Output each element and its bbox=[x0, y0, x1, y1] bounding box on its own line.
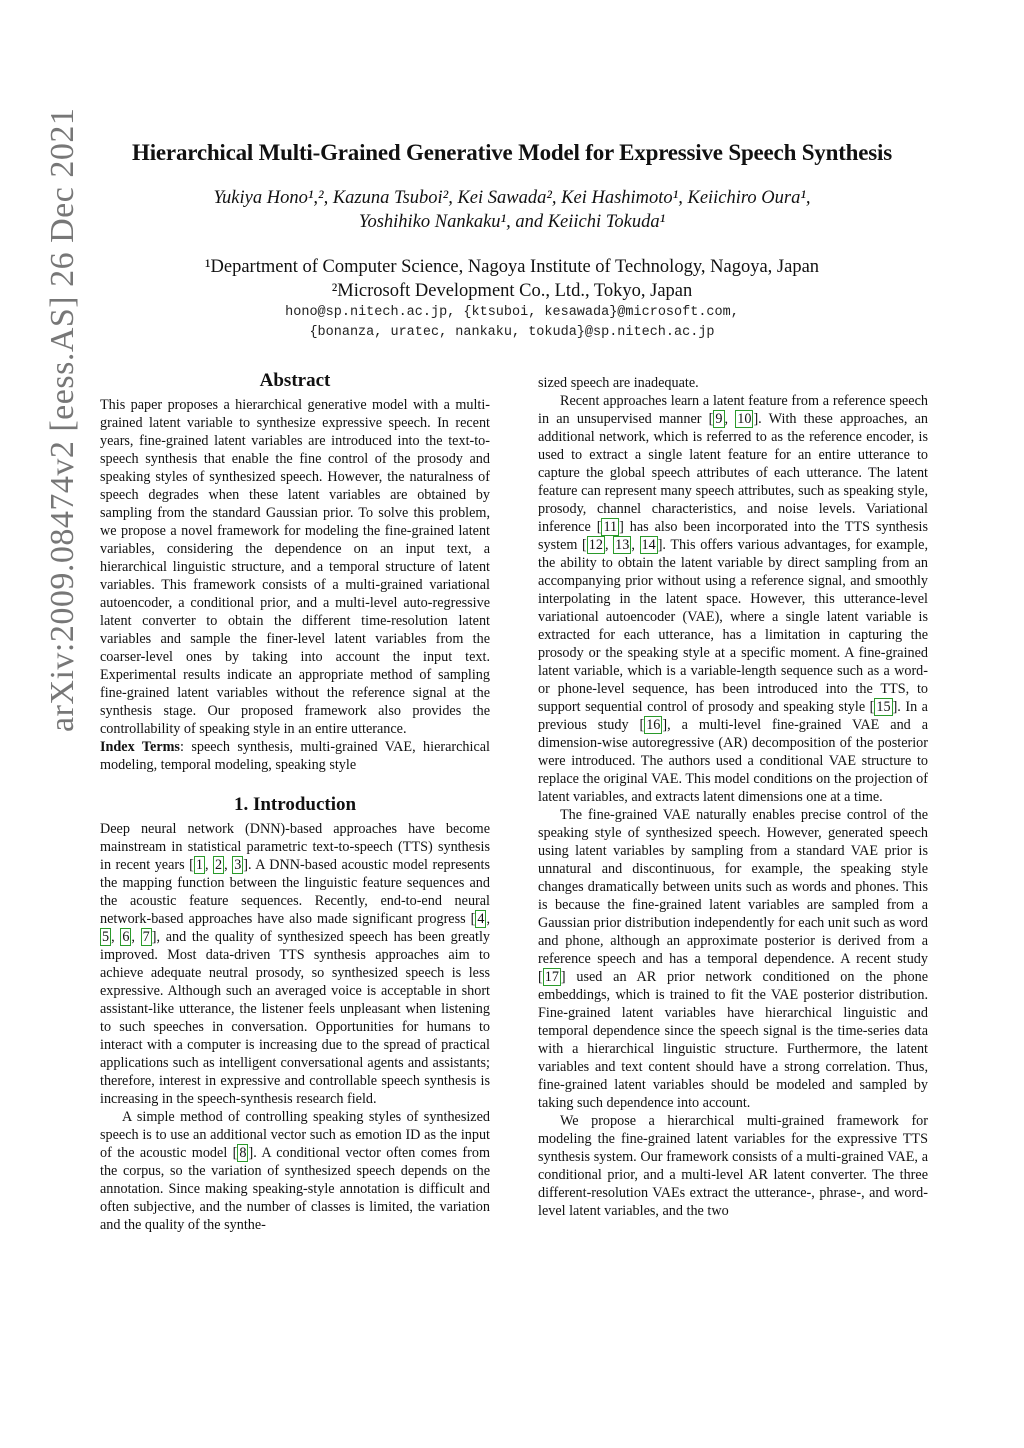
intro-paragraph-1: Deep neural network (DNN)-based approaches have become mainstream in statistical parametric text-to-speech (TTS) synthesis in recent years [ 1 , 2 , 3 ]. A DNN-based acoustic model represents the mapping function between the linguistic feature sequences and the acoustic feature sequences. Recently, end-to-end neural network-based approaches have also made significant progress [ 4 , 5 , 6 , 7 ], and the quality of synthesized speech has been greatly improved. Most data-driven TTS synthesis approaches aim to achieve adequate neutral prosody, so synthesized speech is less expressive. Although such an averaged voice is acceptable in short assistant-like utterance, the listener feels unpleasant when listening to such speeches in conversation. Opportunities for humans to interact with a computer is increasing due to the spread of practical applications such as intelligent conversational agents and assistants; therefore, interest in expressive and controllable speech synthesis is increasing in the speech-synthesis research field. bbox=[100, 821, 491, 1107]
emails bbox=[100, 303, 924, 343]
citation-link[interactable]: 1 bbox=[195, 857, 203, 873]
intro-paragraph-2: A simple method of controlling speaking styles of synthesized speech is to use an additional vector such as emotion ID as the input of the acoustic model [ 8 ]. A conditional vector often comes from the corpus, so the variation of synthesized speech depends on the annotation. Since making speaking-style annotation is difficult and often subjective, and the number of classes is limited, the variation and the quality of the synthe- bbox=[100, 1109, 490, 1233]
right-paragraph-3: We propose a hierarchical multi-grained framework for modeling the fine-grained latent variables for the expressive TTS synthesis system. Our framework consists of a multi-grained VAE, a conditional prior, and a multi-level AR latent converter. The three different-resolution VAEs extract the utterance-, phrase-, and word-level latent variables, and the two bbox=[538, 1113, 928, 1219]
right-paragraph-2: The fine-grained VAE naturally enables precise control of the speaking style of synthesized speech. However, generated speech using latent variables by sampling from a standard VAE prior is unnatural and discontinuous, for example, the speaking style changes dramatically between units such as words and phones. This is because the fine-grained latent variables are sampled from a Gaussian prior distribution independently for each unit such as word and phone, although an approximate posterior is derived from a reference speech and has a temporal dependence. A recent study [ 17 ] used an AR prior network conditioned on the phone embeddings, which is trained to fit the VAE posterior distribution. Fine-grained latent variables have hierarchical linguistic and temporal dependence since the speech signal is the time-series data with a hierarchical linguistic structure. Furthermore, the latent variables and text content should have a strong correlation. Thus, fine-grained latent variables should be modeled and sampled by taking such dependence into account. bbox=[538, 807, 928, 1111]
index-terms bbox=[100, 738, 490, 774]
affiliation-2: ²Microsoft Development Co., Ltd., Tokyo, Japan bbox=[331, 281, 693, 301]
right-paragraph-0: sized speech are inadequate. bbox=[538, 375, 699, 391]
email-line-1: hono@sp.nitech.ac.jp, {ktsuboi, kesawada}@microsoft.com, bbox=[285, 305, 739, 320]
index-terms-label: Index Terms bbox=[100, 739, 180, 755]
citation-link[interactable]: 9 bbox=[715, 411, 723, 427]
abstract-heading: Abstract bbox=[259, 370, 331, 391]
abstract-text: This paper proposes a hierarchical generative model with a multi-grained latent variable to synthesize expressive speech. In recent years, fine-grained latent variables are introduced into the text-to-speech synthesis that enable the fine control of the prosody and speaking styles of synthesized speech. However, the naturalness of speech degrades when these latent variables are obtained by sampling from the standard Gaussian prior. To solve this problem, we propose a novel framework for modeling the fine-grained latent variables, considering the dependence on an input text, a hierarchical linguistic structure, and a temporal structure of latent variables. This framework consists of a multi-grained variational autoencoder, a conditional prior, and a multi-level auto-regressive latent converter to obtain the different time-resolution latent variables and sample the finer-level latent variables from the coarser-level ones by taking into account the input text. Experimental results indicate an appropriate method of sampling fine-grained latent variables without the reference signal at the synthesis stage. Our proposed framework also provides the controllability of speaking style in an entire utterance. bbox=[100, 397, 490, 737]
citation-link[interactable]: 5 bbox=[102, 929, 110, 945]
citation-link[interactable]: 17 bbox=[544, 969, 559, 985]
affiliation-1: ¹Department of Computer Science, Nagoya Institute of Technology, Nagoya, Japan bbox=[204, 257, 820, 277]
email-line-2: {bonanza, uratec, nankaku, tokuda}@sp.nitech.ac.jp bbox=[309, 325, 715, 340]
citation-link[interactable]: 16 bbox=[646, 717, 661, 733]
citation-link[interactable]: 2 bbox=[215, 857, 223, 873]
citation-link[interactable]: 7 bbox=[142, 929, 150, 945]
citation-link[interactable]: 4 bbox=[477, 911, 485, 927]
citation-link[interactable]: 6 bbox=[122, 929, 130, 945]
citation-link[interactable]: 15 bbox=[876, 699, 891, 715]
authors-line-2: Yoshihiko Nankaku¹, and Keiichi Tokuda¹ bbox=[358, 212, 666, 232]
left-column bbox=[100, 370, 490, 1234]
authors bbox=[120, 186, 904, 234]
citation-link[interactable]: 11 bbox=[603, 519, 618, 535]
affiliations bbox=[100, 255, 924, 303]
citation-link[interactable]: 8 bbox=[239, 1145, 247, 1161]
right-column bbox=[538, 374, 928, 1220]
authors-line-1: Yukiya Hono¹,², Kazuna Tsuboi², Kei Sawada², Kei Hashimoto¹, Keiichiro Oura¹, bbox=[213, 188, 811, 208]
paper-title: Hierarchical Multi-Grained Generative Model for Expressive Speech Synthesis bbox=[132, 140, 892, 165]
citation-link[interactable]: 13 bbox=[615, 537, 630, 553]
citation-link[interactable]: 12 bbox=[588, 537, 603, 553]
right-paragraph-1: Recent approaches learn a latent feature from a reference speech in an unsupervised manner [ 9 , 10 ]. With these approaches, an additional network, which is referred to as the reference encoder, is used to extract a single latent feature for an entire utterance to capture the global speech attributes of each utterance. The latent feature can represent many speech attributes, such as speaking style, prosody, channel characteristics, and noise levels. Variational inference [ 11 ] has also been incorporated into the TTS synthesis system [ 12 , 13 , 14 ]. This offers various advantages, for example, the ability to obtain the latent variable by direct sampling from an accompanying prior without using a reference signal, and smoothly interpolating in the latent space. However, this utterance-level variational autoencoder (VAE), where a single latent variable is extracted for each utterance, has a limitation in capturing the prosody or the speaking style at a specific moment. A fine-grained latent variable, which is a variable-length sequence such as a word- or phone-level sequence, has been introduced into the TTS, to support sequential control of prosody and speaking style [ 15 ]. In a previous study [ 16 ], a multi-level fine-grained VAE and a dimension-wise autoregressive (AR) decomposition of the posterior were introduced. The authors used a conditional VAE structure to replace the original VAE. This model conditions on the projection of latent variables, and extracts latent dimensions one at a time. bbox=[538, 393, 929, 805]
citation-link[interactable]: 10 bbox=[737, 411, 752, 427]
introduction-heading: 1. Introduction bbox=[233, 794, 357, 815]
citation-link[interactable]: 14 bbox=[641, 537, 656, 553]
index-terms-text: : speech synthesis, multi-grained VAE, hierarchical modeling, temporal modeling, speaking style bbox=[100, 739, 491, 773]
citation-link[interactable]: 3 bbox=[234, 857, 242, 873]
arxiv-side-label: arXiv:2009.08474v2 [eess.AS] 26 Dec 2021 bbox=[44, 107, 81, 732]
